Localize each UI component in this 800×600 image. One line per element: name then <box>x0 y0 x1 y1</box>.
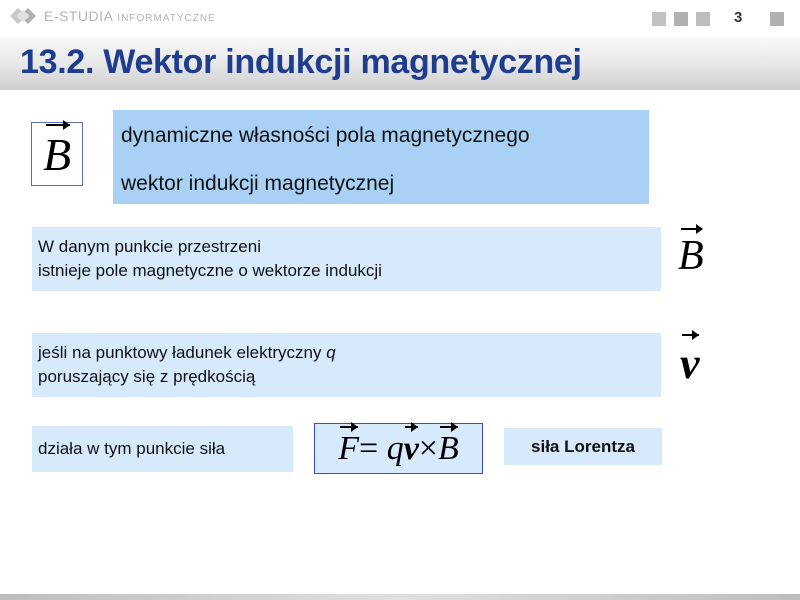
nav-squares <box>652 12 710 26</box>
definition-line-1: dynamiczne własności pola magnetycznego <box>121 124 530 147</box>
definition-line-2: wektor indukcji magnetycznej <box>121 172 395 195</box>
nav-squares-right <box>770 12 784 26</box>
statement3-text: działa w tym punkcie siła <box>38 439 226 458</box>
logo <box>8 4 216 28</box>
logo-text <box>44 8 216 24</box>
definition-box <box>113 110 649 204</box>
nav-square-2[interactable] <box>674 12 688 26</box>
statement1-line-1: W danym punkcie przestrzeni <box>38 237 261 256</box>
bottom-divider <box>0 594 800 600</box>
logo-sub: INFORMATYCZNE <box>117 13 216 24</box>
lorentz-formula <box>314 423 483 474</box>
logo-main: E-STUDIA <box>44 8 114 24</box>
vector-b-symbol-right: B <box>678 233 704 279</box>
formula-expression: F= qv×B <box>338 429 459 467</box>
page-title: 13.2. Wektor indukcji magnetycznej <box>20 43 582 81</box>
statement1-line-2: istnieje pole magnetyczne o wektorze indukcji <box>38 261 382 280</box>
vector-b-symbol: B <box>42 128 72 180</box>
lorentz-label: siła Lorentza <box>504 428 662 465</box>
nav-square-4[interactable] <box>770 12 784 26</box>
vector-v-symbol: v <box>680 339 700 388</box>
nav-square-1[interactable] <box>652 12 666 26</box>
statement-box-1 <box>32 227 661 291</box>
statement-box-2 <box>32 333 661 397</box>
statement-box-3 <box>32 426 293 472</box>
symbol-box <box>31 122 83 186</box>
statement2-line-1: jeśli na punktowy ładunek elektryczny q <box>38 343 336 362</box>
nav-square-3[interactable] <box>696 12 710 26</box>
logo-icon <box>8 4 38 28</box>
top-bar <box>0 0 800 36</box>
statement2-line-2: poruszający się z prędkością <box>38 367 256 386</box>
page-number: 3 <box>734 9 743 26</box>
